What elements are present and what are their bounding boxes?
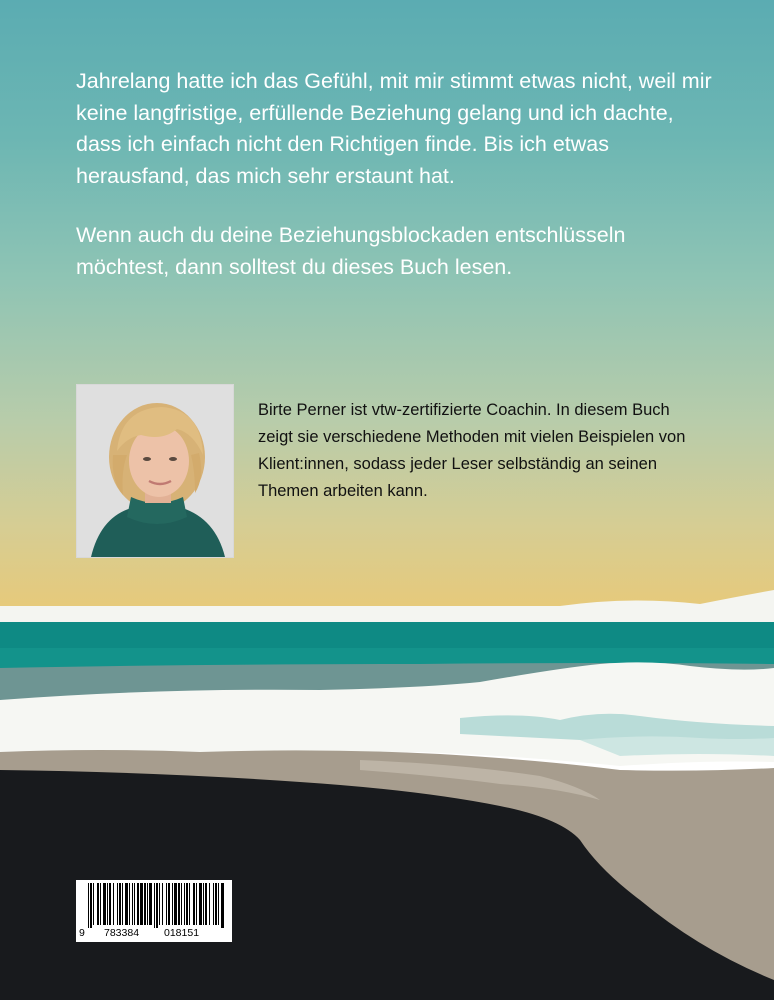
barcode-bar <box>156 883 158 928</box>
blurb-paragraph-1: Jahrelang hatte ich das Gefühl, mit mir stimmt etwas nicht, weil mir keine langfristige, erfüllende Beziehung gelang und ich dachte, dass ich einfach nicht den Richtigen finde. Bis ich etwas herausfand, das mich sehr erstaunt hat. <box>76 69 712 188</box>
barcode-bar <box>154 883 155 928</box>
barcode-bar <box>166 883 167 925</box>
author-portrait-image <box>77 385 233 557</box>
barcode-bar <box>162 883 163 925</box>
barcode-bar <box>117 883 118 925</box>
barcode-bar <box>107 883 108 925</box>
back-cover-blurb <box>76 66 716 311</box>
author-photo <box>76 384 234 558</box>
barcode-bar <box>93 883 94 925</box>
barcode-bar <box>147 883 148 925</box>
barcode-bar <box>137 883 139 925</box>
barcode-bar <box>205 883 207 925</box>
barcode-bar <box>193 883 195 925</box>
blurb-paragraph-2: Wenn auch du deine Beziehungsblockaden entschlüsseln möchtest, dann solltest du dieses Buch lesen. <box>76 223 626 279</box>
barcode-bar <box>100 883 101 925</box>
isbn-number <box>76 927 232 941</box>
isbn-digits-right: 018151 <box>164 927 200 939</box>
barcode-bar <box>103 883 106 925</box>
barcode-bar <box>119 883 121 925</box>
barcode-bar <box>129 883 130 925</box>
barcode-bar <box>149 883 152 925</box>
barcode-bar <box>186 883 188 925</box>
barcode-bar <box>172 883 173 925</box>
barcode-bar <box>132 883 133 925</box>
barcode-bar <box>125 883 128 925</box>
barcode-bar <box>178 883 180 925</box>
barcode-bar <box>221 883 224 928</box>
barcode-bar <box>196 883 197 925</box>
isbn-barcode <box>76 880 232 942</box>
barcode-bars <box>76 880 232 928</box>
barcode-bar <box>168 883 170 925</box>
isbn-first-digit: 9 <box>79 927 85 939</box>
barcode-bar <box>189 883 190 925</box>
barcode-bar <box>215 883 217 925</box>
barcode-bar <box>203 883 204 925</box>
barcode-bar <box>113 883 114 925</box>
barcode-bar <box>122 883 123 925</box>
barcode-bar <box>97 883 99 925</box>
barcode-bar <box>140 883 143 925</box>
barcode-bar <box>199 883 202 925</box>
barcode-bar <box>90 883 92 928</box>
barcode-bar <box>88 883 89 928</box>
author-bio: Birte Perner ist vtw-zertifizierte Coachin. In diesem Buch zeigt sie verschiedene Methoden mit vielen Beispielen von Klient:innen, sodass jeder Leser selbständig an seinen Themen arbeiten kann. <box>258 401 686 500</box>
barcode-bar <box>181 883 182 925</box>
barcode-bar <box>109 883 111 925</box>
barcode-bar <box>134 883 135 925</box>
barcode-bar <box>184 883 185 925</box>
barcode-bar <box>174 883 177 925</box>
horizon-hills <box>0 590 774 622</box>
barcode-bar <box>144 883 146 925</box>
barcode-bar <box>213 883 214 925</box>
sea-band <box>0 622 774 650</box>
barcode-bar <box>209 883 210 925</box>
isbn-digits-left: 783384 <box>104 927 140 939</box>
barcode-bar <box>159 883 160 925</box>
barcode-bar <box>218 883 219 925</box>
